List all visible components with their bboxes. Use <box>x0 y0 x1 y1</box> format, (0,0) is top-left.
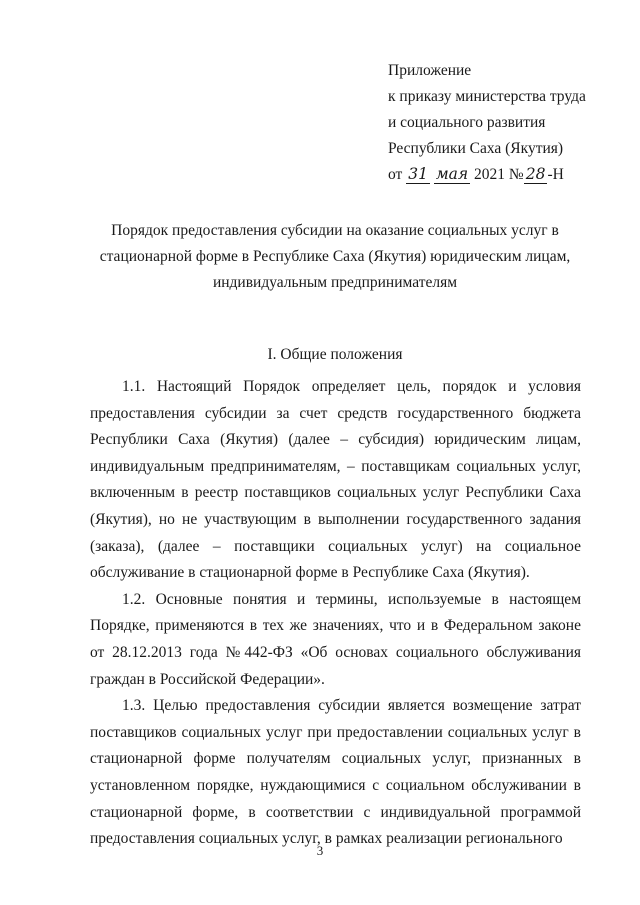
paragraph-1-2: 1.2. Основные понятия и термины, используемые в настоящем Порядке, применяются в тех же значениях, что и в Федеральном законе от 28.12.2013 года №442-ФЗ «Об основах социального обслуживания граждан в Российской Федерации». <box>90 590 581 688</box>
annex-line: и социального развития <box>388 114 546 131</box>
title-line: стационарной форме в Республике Саха (Якутия) юридическим лицам, <box>99 248 571 265</box>
handwritten-month: мая <box>435 165 469 183</box>
handwritten-day: 31 <box>408 165 428 183</box>
document-title <box>90 218 580 296</box>
annex-block <box>388 58 628 188</box>
section-heading: I. Общие положения <box>267 346 403 363</box>
paragraph-1-1: 1.1. Настоящий Порядок определяет цель, порядок и условия предоставления субсидии за счет средств государственного бюджета Республики Саха (Якутия) (далее – субсидия) юридическим лицам, индивидуальным предпринимателям, – поставщикам социальных услуг, включенным в реестр поставщиков социальных услуг Республики Саха (Якутия), но не участвующим в выполнении государственного задания (заказа), (далее – поставщики социальных услуг) на социальное обслуживание в стационарной форме в Республике Саха (Якутия). <box>90 378 581 582</box>
date-prefix: от <box>388 166 403 183</box>
paragraph-1-3: 1.3. Целью предоставления субсидии является возмещение затрат поставщиков социальных услуг при предоставлении социальных услуг в стационарной форме получателям социальных услуг, признанных в установленном порядке, нуждающимися с социальном обслуживании в стационарной форме, в соответствии с индивидуальной программой предоставления социальных услуг, в рамках реализации регионального <box>90 697 581 848</box>
date-year: 2021 № <box>474 166 524 183</box>
annex-date-line <box>388 162 628 188</box>
title-line: индивидуальным предпринимателям <box>212 274 458 291</box>
annex-line: к приказу министерства труда <box>388 88 586 105</box>
title-line: Порядок предоставления субсидии на оказание социальных услуг в <box>111 222 559 239</box>
handwritten-order-number: 28 <box>525 165 546 183</box>
page-number: 3 <box>316 843 324 858</box>
date-suffix: -Н <box>547 166 564 183</box>
annex-line: Республики Саха (Якутия) <box>388 140 564 157</box>
document-body <box>90 374 581 853</box>
annex-line: Приложение <box>388 62 472 79</box>
